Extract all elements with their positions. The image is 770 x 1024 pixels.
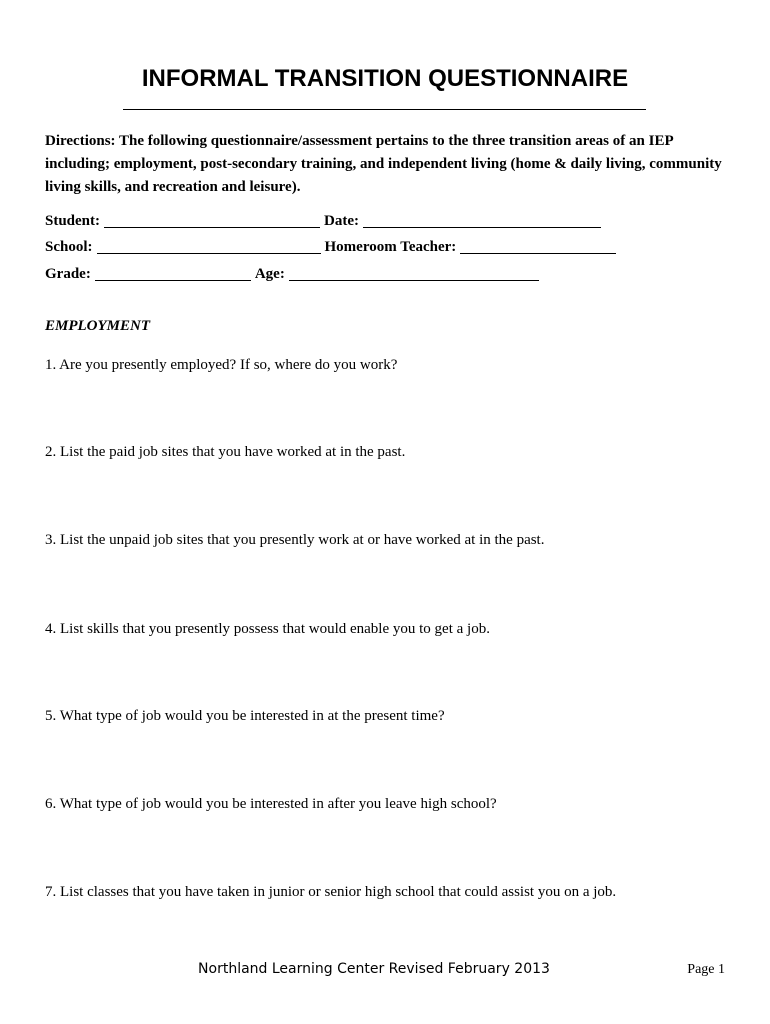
document-title: INFORMAL TRANSITION QUESTIONNAIRE (141, 65, 629, 92)
page-number: Page 1 (687, 962, 725, 977)
grade-age-row (45, 264, 543, 284)
school-field[interactable] (97, 238, 321, 254)
question-4: 4. List skills that you presently possess that would enable you to get a job. (45, 621, 490, 637)
question-2: 2. List the paid job sites that you have worked at in the past. (45, 444, 406, 460)
homeroom-teacher-field[interactable] (460, 238, 616, 254)
question-7: 7. List classes that you have taken in junior or senior high school that could assist you on a job. (45, 884, 617, 900)
homeroom-teacher-label: Homeroom Teacher: (324, 239, 457, 255)
directions-text: Directions: The following questionnaire/assessment pertains to the three transition areas of an IEP including; employment, post-secondary training, and independent living (home & daily living, community living skills, and recreation and leisure). (45, 133, 722, 195)
grade-label: Grade: (45, 266, 91, 282)
title-underline (123, 109, 646, 110)
student-date-row (45, 211, 605, 231)
footer-text: Northland Learning Center Revised February 2013 (198, 961, 550, 977)
student-label: Student: (45, 213, 101, 229)
question-5: 5. What type of job would you be interested in at the present time? (45, 708, 445, 724)
age-field[interactable] (289, 265, 539, 281)
question-1: 1. Are you presently employed? If so, where do you work? (45, 357, 398, 373)
section-title-employment: EMPLOYMENT (45, 318, 150, 334)
grade-field[interactable] (95, 265, 251, 281)
student-field[interactable] (104, 212, 320, 228)
school-label: School: (45, 239, 93, 255)
school-teacher-row (45, 237, 620, 257)
date-field[interactable] (363, 212, 601, 228)
age-label: Age: (254, 266, 285, 282)
question-6: 6. What type of job would you be interested in after you leave high school? (45, 796, 497, 812)
date-label: Date: (324, 213, 359, 229)
question-3: 3. List the unpaid job sites that you presently work at or have worked at in the past. (45, 532, 545, 548)
